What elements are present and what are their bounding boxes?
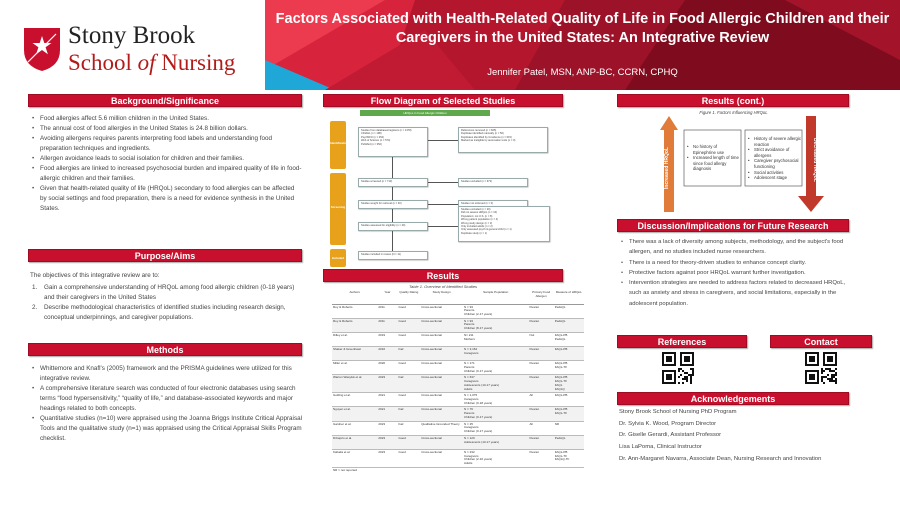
table-cell-sample — [463, 375, 529, 393]
acknowledgement-line: Stony Brook School of Nursing PhD Program — [619, 409, 737, 415]
table-cell-line: FAQL-PB — [554, 407, 568, 412]
table-cell-line: Caregivers — [464, 425, 479, 430]
table-cell-line: N = 3,162 — [464, 347, 478, 352]
background-section — [30, 114, 302, 214]
table-cell-quality: Good — [398, 393, 421, 407]
table-cell-line: Parents — [464, 364, 475, 369]
prisma-flow-diagram — [330, 107, 555, 267]
table-cell-line: PedsQL — [554, 435, 566, 440]
table-cell-measure — [554, 304, 584, 318]
table-cell-line: N = 232 — [464, 450, 475, 454]
flow-box-line: Duplicate identified manually (n = 50) — [461, 132, 504, 136]
table-row — [332, 332, 584, 346]
table-cell-measure — [554, 393, 584, 407]
decreased-factor: • Caregiver psychosocial functioning — [748, 158, 806, 169]
table-header-row — [332, 290, 584, 304]
stony-brook-logo — [22, 18, 252, 78]
table-cell-line: Children (0-18 years) — [464, 400, 493, 405]
table-cell-quality: Good — [398, 435, 421, 449]
table-column-header: Year — [377, 290, 397, 304]
flow-box-excluded: Studies excluded (n = 673) — [458, 178, 528, 187]
contact-qr-code[interactable] — [805, 352, 837, 384]
table-cell-author: Warren Wasyluk et al. — [332, 375, 377, 393]
table-cell-year: 2023 — [377, 375, 397, 393]
methods-bullet: • Quantitative studies (n=10) were appraised using the Joanna Briggs Institute Critical Appraisal Tools and the qualitative study (n=1) was appraised using the Critical Appraisal Skills Program checklist. — [30, 414, 302, 444]
flow-box-excluded-reasons — [458, 206, 550, 242]
table-cell-allergen: Nut — [529, 332, 554, 346]
aim-number: 2. — [32, 304, 38, 311]
table-cell-sample — [463, 450, 529, 468]
table-cell-design: Cross-sectional — [420, 393, 463, 407]
aim-text: Gain a comprehensive understanding of HRQoL among food allergic children (0-18 years) and their caregivers in the United States — [44, 284, 295, 301]
table-cell-line: Children (8-17 years) — [464, 326, 493, 331]
flow-box-line: Population: not U.S. (n = 8) — [461, 214, 493, 218]
flow-arrow — [392, 209, 393, 222]
increased-hrqol-label: Increased HRQoL — [664, 147, 670, 189]
flow-heading: Flow Diagram of Selected Studies — [323, 94, 563, 107]
table-row — [332, 361, 584, 375]
flow-box-line: Marked as ineligible by automation tools (n = 0) — [461, 139, 516, 143]
flow-arrow — [428, 204, 458, 205]
flow-box-line: PubMed (n = 352) — [361, 142, 382, 146]
table-cell-line: N = 129 — [464, 435, 475, 440]
table-cell-sample — [463, 347, 529, 361]
decreased-factor: • History of severe allergic reaction — [748, 136, 806, 147]
logo-text-line1: Stony Brook — [68, 22, 196, 49]
flow-stage-screening-label: Screening — [330, 205, 346, 209]
table-cell-measure — [554, 407, 584, 421]
table-cell-allergen: Peanut — [529, 347, 554, 361]
table-cell-design: Cross-sectional — [420, 407, 463, 421]
table-cell-line: N = 93 — [464, 318, 473, 323]
aim-text: Describe methodological characteristics of identified studies including research design, conceptual underpinnings, and caregiver populations. — [44, 304, 286, 321]
table-column-header: Primary Food Allergen — [529, 290, 554, 304]
table-cell-line: N = 93 — [464, 304, 473, 309]
flow-arrow — [428, 140, 458, 141]
decreased-factor: • Strict avoidance of allergens — [748, 147, 806, 158]
table-cell-sample — [463, 304, 529, 318]
decreased-hrqol-label: Decreased HRQoL — [812, 138, 818, 182]
table-cell-line: Caregivers — [464, 350, 479, 355]
table-footnote: NR = not reported — [333, 467, 357, 472]
table-cell-allergen: All — [529, 421, 554, 435]
flow-box-line: Studies excluded (n = 29) — [461, 208, 491, 211]
table-cell-year: 2019 — [377, 332, 397, 346]
flow-box-removed — [458, 127, 548, 153]
table-cell-allergen: Peanut — [529, 361, 554, 375]
flow-box-retrieval: Studies sought for retrieval (n = 40) — [358, 200, 428, 209]
figure-caption: Figure 1. Factors Influencing HRQoL — [699, 110, 768, 115]
table-cell-year: 2023 — [377, 435, 397, 449]
table-column-header: Quality Rating — [398, 290, 421, 304]
table-cell-line: Adolescents (13-17 years) — [464, 439, 500, 444]
table-cell-line: FAQL-PB — [554, 361, 568, 366]
table-cell-design: Cross-sectional — [420, 304, 463, 318]
table-cell-line: FAQLQ — [554, 386, 565, 391]
table-cell-line: Children (0-17 years) — [464, 368, 493, 373]
table-cell-sample — [463, 421, 529, 435]
increased-factors — [687, 144, 741, 172]
table-cell-line: PedsQL — [554, 318, 566, 323]
table-cell-line: FAQL-PB — [554, 347, 568, 352]
table-cell-design: Cross-sectional — [420, 361, 463, 375]
background-bullet: • Food allergies affect 5.6 million children in the United States. — [30, 114, 302, 124]
table-cell-year: 2016 — [377, 347, 397, 361]
table-cell-sample — [463, 407, 529, 421]
methods-list — [30, 364, 302, 444]
table-row — [332, 347, 584, 361]
table-cell-measure — [554, 318, 584, 332]
flow-stage-screening — [330, 173, 346, 245]
aim-item — [30, 283, 302, 303]
flow-top-label: HRQoL in Food Allergic Children — [360, 110, 490, 116]
poster-header — [0, 0, 900, 90]
poster-title: Factors Associated with Health-Related Quality of Life in Food Allergic Children and their Caregivers in the United States: An Integrative Review — [275, 11, 890, 46]
table-cell-allergen: Peanut — [529, 375, 554, 393]
aims-heading: Purpose/Aims — [28, 249, 302, 262]
table-caption: Table 1. Overview of Identified Studies — [408, 284, 478, 289]
table-cell-measure — [554, 421, 584, 435]
table-cell-line: Mothers — [464, 336, 475, 341]
table-cell-author: Golding et al. — [332, 393, 377, 407]
table-cell-line: N = 171 — [464, 361, 475, 366]
table-cell-line: Children (0-17 years) — [464, 429, 493, 434]
table-cell-allergen: Peanut — [529, 318, 554, 332]
discussion-heading: Discussion/Implications for Future Research — [617, 219, 849, 232]
table-cell-design: Cross-sectional — [420, 450, 463, 468]
table-cell-author: Kabaila et al. — [332, 450, 377, 468]
table-cell-line: FAQL-TF — [554, 379, 568, 384]
background-bullet: • Food allergies are linked to increased psychosocial burden and impaired quality of life in food-allergic children and their families. — [30, 164, 302, 184]
flow-stage-identification — [330, 121, 349, 169]
table-cell-design: Cross-sectional — [420, 435, 463, 449]
flow-box-screened: Studies screened (n = 713) — [358, 178, 428, 187]
aim-number: 1. — [32, 284, 38, 291]
table-cell-line: N = 25 — [464, 421, 473, 426]
table-cell-author: Gardner et al. — [332, 421, 377, 435]
increased-factors-list — [687, 144, 741, 172]
discussion-bullet: • There was a lack of diversity among subjects, methodology, and the subject's food allergen, and no studies included nurse researchers. — [619, 237, 851, 258]
decreased-factors — [748, 136, 806, 181]
table-cell-author: Shaker & Greenhawt — [332, 347, 377, 361]
table-cell-line: FAQL-TF — [554, 364, 568, 369]
table-cell-year: 2011 — [377, 318, 397, 332]
logo-shield-icon — [22, 24, 62, 72]
discussion-bullet: • There is a need for theory-driven studies to enhance concept clarity. — [619, 258, 851, 268]
table-cell-line: Adults — [464, 461, 473, 466]
decreased-factors-list — [748, 136, 806, 181]
aim-item — [30, 303, 302, 323]
flow-box-line: Duplicate study (n = 1) — [461, 231, 488, 235]
table-cell-quality: Good — [398, 318, 421, 332]
table-cell-line: N = 637 — [464, 375, 475, 380]
background-bullet: • Allergen avoidance leads to social isolation for children and their families. — [30, 154, 302, 164]
flow-box-identified — [358, 127, 428, 157]
table-cell-author: DiCaprio et al. — [332, 435, 377, 449]
table-cell-author: Roy & Roberts — [332, 304, 377, 318]
logo-text-line2: School of Nursing — [68, 50, 236, 75]
flow-box-line: Web of Science (n = 574) — [361, 139, 391, 143]
table-cell-allergen: Peanut — [529, 407, 554, 421]
methods-bullet: • Whittemore and Knafl's (2005) framework and the PRISMA guidelines were utilized for this integrative review. — [30, 364, 302, 384]
table-row — [332, 435, 584, 449]
flow-box-included: Studies included in review (N = 11) — [358, 251, 428, 260]
table-cell-sample — [463, 435, 529, 449]
background-heading: Background/Significance — [28, 94, 302, 107]
poster-author: Jennifer Patel, MSN, ANP-BC, CCRN, CPHQ — [487, 67, 678, 78]
table-cell-sample — [463, 393, 529, 407]
table-cell-line: Parents — [464, 308, 475, 313]
table-cell-line: N = 76 — [464, 407, 473, 412]
table-cell-sample — [463, 332, 529, 346]
aims-section — [30, 271, 302, 323]
flow-stage-included-label: Included — [331, 256, 345, 260]
table-cell-quality: Fair — [398, 347, 421, 361]
table-cell-line: Caregivers — [464, 379, 479, 384]
table-row — [332, 450, 584, 468]
discussion-section — [619, 237, 851, 309]
table-cell-line: Adolescents (13-17 years) — [464, 382, 500, 387]
aims-intro: The objectives of this integrative review are to: — [30, 272, 160, 279]
table-cell-year: 2021 — [377, 407, 397, 421]
table-cell-line: N = 1,075 — [464, 393, 478, 398]
background-bullet: • Given that health-related quality of life (HRQoL) secondary to food allergies can be affected by social settings and food preparation, there is a need for evidence synthesis in the United States. — [30, 184, 302, 214]
table-cell-line: NR — [554, 421, 560, 426]
table-cell-line: Parents — [464, 411, 475, 416]
table-cell-line: Adults — [464, 386, 473, 391]
table-cell-line: Parents — [464, 322, 475, 327]
table-cell-design: Cross-sectional — [420, 318, 463, 332]
table-cell-line: Children (2-17 years) — [464, 311, 493, 316]
table-row — [332, 318, 584, 332]
acknowledgement-line: Dr. Sylvia K. Wood, Program Director — [619, 420, 717, 427]
flow-box-line: Duplicates identified by Covidence (n = 615) — [461, 135, 512, 139]
table-cell-line: Children (0-17 years) — [464, 414, 493, 419]
methods-heading: Methods — [28, 343, 302, 356]
flow-box-eligibility: Studies assessed for eligibility (n = 40) — [358, 222, 428, 231]
table-cell-year: 2011 — [377, 304, 397, 318]
table-cell-line: FAQL-PB — [554, 393, 568, 398]
flow-arrow — [428, 182, 458, 183]
table-column-header: Study Design — [420, 290, 463, 304]
table-cell-measure — [554, 450, 584, 468]
table-cell-author: Roy & Roberts — [332, 318, 377, 332]
table-cell-line: FAQL-PB — [554, 375, 568, 380]
table-cell-design: Qualitative Grounded Theory — [420, 421, 463, 435]
table-cell-quality: Fair — [398, 375, 421, 393]
references-heading: References — [617, 335, 747, 348]
table-cell-line: FAQL-TF — [554, 453, 568, 458]
table-cell-design: Cross-sectional — [420, 375, 463, 393]
table-cell-year: 2023 — [377, 421, 397, 435]
table-cell-year: 2020 — [377, 361, 397, 375]
contact-heading: Contact — [770, 335, 872, 348]
table-cell-line: PedsQL — [554, 336, 566, 341]
table-cell-quality: Good — [398, 332, 421, 346]
table-cell-quality: Fair — [398, 421, 421, 435]
table-row — [332, 375, 584, 393]
table-cell-year: 2023 — [377, 450, 397, 468]
flow-box-line: Did not assess HRQoL (n = 10) — [461, 211, 498, 215]
table-cell-measure — [554, 332, 584, 346]
table-column-header: Authors — [332, 290, 377, 304]
table-cell-quality: Good — [398, 450, 421, 468]
title-banner — [265, 0, 900, 90]
flow-arrow — [392, 231, 393, 251]
increased-factor: • Increased length of time since food allergy diagnosis — [687, 155, 741, 172]
acknowledgement-line: Lisa LaPoma, Clinical Instructor — [619, 444, 702, 451]
table-cell-sample — [463, 361, 529, 375]
background-bullet: • The annual cost of food allergies in the United States is 24.8 billion dollars. — [30, 124, 302, 134]
table-cell-author: Miller et al. — [332, 361, 377, 375]
table-cell-line: FAQL — [554, 382, 563, 387]
discussion-list — [619, 237, 851, 309]
table-cell-allergen: Peanut — [529, 435, 554, 449]
table-footnote-row — [332, 467, 584, 474]
table-cell-allergen: Peanut — [529, 304, 554, 318]
table-cell-quality: Good — [398, 304, 421, 318]
table-cell-allergen: Peanut — [529, 450, 554, 468]
table-cell-line: FAQL-PB — [554, 332, 568, 337]
table-cell-line: Children (2-16 years) — [464, 457, 493, 462]
table-row — [332, 304, 584, 318]
table-cell-quality: Fair — [398, 407, 421, 421]
flow-box-line: Only included adults (n = 2) — [461, 225, 493, 229]
table-row — [332, 393, 584, 407]
flow-arrow — [392, 187, 393, 200]
table-cell-line: PedsQL — [554, 304, 566, 309]
background-list — [30, 114, 302, 214]
results-heading: Results — [323, 269, 563, 282]
table-cell-measure — [554, 375, 584, 393]
acknowledgements-section — [619, 407, 821, 466]
decreased-factor: • Social activities — [748, 170, 806, 176]
table-cell-quality: Good — [398, 361, 421, 375]
table-cell-line: FAQLQ-TF — [554, 457, 570, 462]
references-qr-code[interactable] — [662, 352, 694, 384]
discussion-bullet: • Protective factors against poor HRQoL warrant further investigation. — [619, 268, 851, 278]
flow-box-not-retrieved: Studies not retrieved (n = 0) — [458, 200, 528, 209]
methods-section — [30, 364, 302, 444]
table-cell-design: Cross-sectional — [420, 332, 463, 346]
table-cell-author: Dilley et al. — [332, 332, 377, 346]
table-cell-line: Caregivers — [464, 453, 479, 458]
discussion-bullet: • Intervention strategies are needed to address factors related to decreased HRQoL, such as anxiety and stress in caregivers, and social limitations, especially in the adolescent population. — [619, 278, 851, 309]
flow-box-line: PsycINFO (n = 254) — [361, 135, 384, 139]
table-cell-design: Cross-sectional — [420, 347, 463, 361]
flow-box-line: Only assessed psych & general child (n = 1) — [461, 228, 512, 232]
flow-box-line: Wrong patient population (n = 4) — [461, 218, 499, 222]
decreased-factor: • Adolescent stage — [748, 175, 806, 181]
studies-table — [332, 290, 584, 474]
table-cell-line: FAQL-TF — [554, 411, 568, 416]
table-cell-author: Nguyen et al. — [332, 407, 377, 421]
acknowledgements-heading: Acknowledgements — [617, 392, 849, 405]
flow-arrow — [428, 226, 458, 227]
flow-stage-identification-label: Identification — [330, 141, 349, 145]
acknowledgement-line: Dr. Ann-Margaret Navarra, Associate Dean, Nursing Research and Innovation — [619, 455, 822, 462]
table-cell-measure — [554, 435, 584, 449]
table-cell-line: Caregivers — [464, 396, 479, 401]
methods-bullet: • A comprehensive literature search was conducted of four electronic databases using search terms “food hypersensitivity,” “quality of life,” and database-associated keywords and major headings related to both concepts. — [30, 384, 302, 414]
flow-box-line: Studies from databases/registers (n = 1378) — [361, 129, 412, 132]
background-bullet: • Avoiding allergens requires parents interpreting food labels and understanding food preparation techniques and ingredients. — [30, 134, 302, 154]
flow-box-line: CINAHL (n = 198) — [361, 132, 382, 136]
table-cell-measure — [554, 347, 584, 361]
table-cell-line: FAQL-PB — [554, 450, 568, 454]
table-row — [332, 407, 584, 421]
aims-list — [30, 283, 302, 323]
table-cell-sample — [463, 318, 529, 332]
results-cont-heading: Results (cont.) — [617, 94, 849, 107]
table-cell-year: 2021 — [377, 393, 397, 407]
flow-box-line: Wrong study design (n = 3) — [461, 221, 493, 225]
table-column-header: Measure of HRQoL — [554, 290, 584, 304]
flow-arrow — [392, 157, 393, 178]
increased-factor: • No history of Epinephrine use — [687, 144, 741, 155]
table-row — [332, 421, 584, 435]
table-column-header: Sample Population — [463, 290, 529, 304]
flow-box-line: References removed (n = 665) — [461, 129, 497, 132]
acknowledgement-line: Dr. Giselle Gerardi, Assistant Professor — [619, 432, 722, 439]
table-cell-measure — [554, 361, 584, 375]
table-cell-line: N= 211 — [464, 332, 474, 337]
table-cell-allergen: All — [529, 393, 554, 407]
table-body — [332, 304, 584, 474]
